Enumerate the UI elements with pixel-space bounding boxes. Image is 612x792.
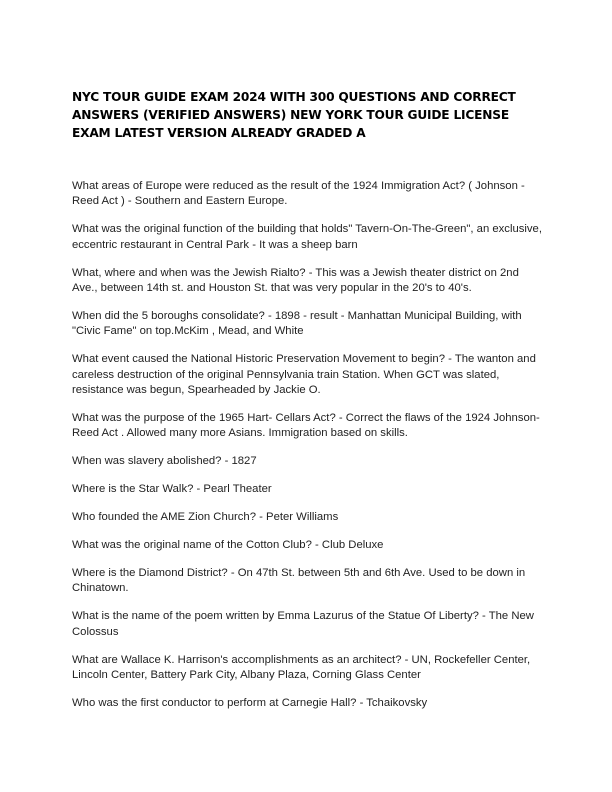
qa-item: What are Wallace K. Harrison's accomplishments as an architect? - UN, Rockefeller Center, Lincoln Center, Battery Park City, Albany Plaza, Corning Glass Center	[72, 653, 531, 681]
qa-item: What is the name of the poem written by Emma Lazurus of the Statue Of Liberty? - The New Colossus	[72, 610, 534, 638]
qa-item: Where is the Star Walk? - Pearl Theater	[72, 483, 272, 496]
qa-item: Who founded the AME Zion Church? - Peter Williams	[72, 511, 339, 524]
qa-item: What event caused the National Historic Preservation Movement to begin? - The wanton and careless destruction of the original Pennsylvania train Station. When GCT was slated, resistance was begun, Spearheaded by Jackie O.	[72, 353, 536, 397]
document-title: NYC TOUR GUIDE EXAM 2024 WITH 300 QUESTIONS AND CORRECT ANSWERS (VERIFIED ANSWERS) NEW YORK TOUR GUIDE LICENSE EXAM LATEST VERSION ALREADY GRADED A	[72, 90, 516, 140]
qa-item: What was the original function of the building that holds" Tavern-On-The-Green", an exclusive, eccentric restaurant in Central Park - It was a sheep barn	[72, 223, 542, 251]
qa-item: Where is the Diamond District? - On 47th St. between 5th and 6th Ave. Used to be down in Chinatown.	[72, 566, 526, 595]
qa-item: What areas of Europe were reduced as the result of the 1924 Immigration Act? ( Johnson -Reed Act ) - Southern and Eastern Europe.	[72, 180, 525, 208]
qa-item: What, where and when was the Jewish Rialto? - This was a Jewish theater district on 2nd Ave., between 14th st. and Houston St. that was very popular in the 20's to 40's.	[72, 266, 519, 295]
qa-item: What was the original name of the Cotton Club? - Club Deluxe	[72, 539, 384, 551]
qa-item: When did the 5 boroughs consolidate? - 1898 - result - Manhattan Municipal Building, with "Civic Fame" on top.McKim , Mead, and White	[72, 309, 522, 338]
qa-item: When was slavery abolished? - 1827	[72, 455, 257, 468]
qa-item: What was the purpose of the 1965 Hart- Cellars Act? - Correct the flaws of the 1924 Johnson-Reed Act . Allowed many more Asians. Immigration based on skills.	[72, 411, 540, 440]
qa-list	[72, 179, 544, 724]
qa-item: Who was the first conductor to perform at Carnegie Hall? - Tchaikovsky	[72, 696, 428, 709]
